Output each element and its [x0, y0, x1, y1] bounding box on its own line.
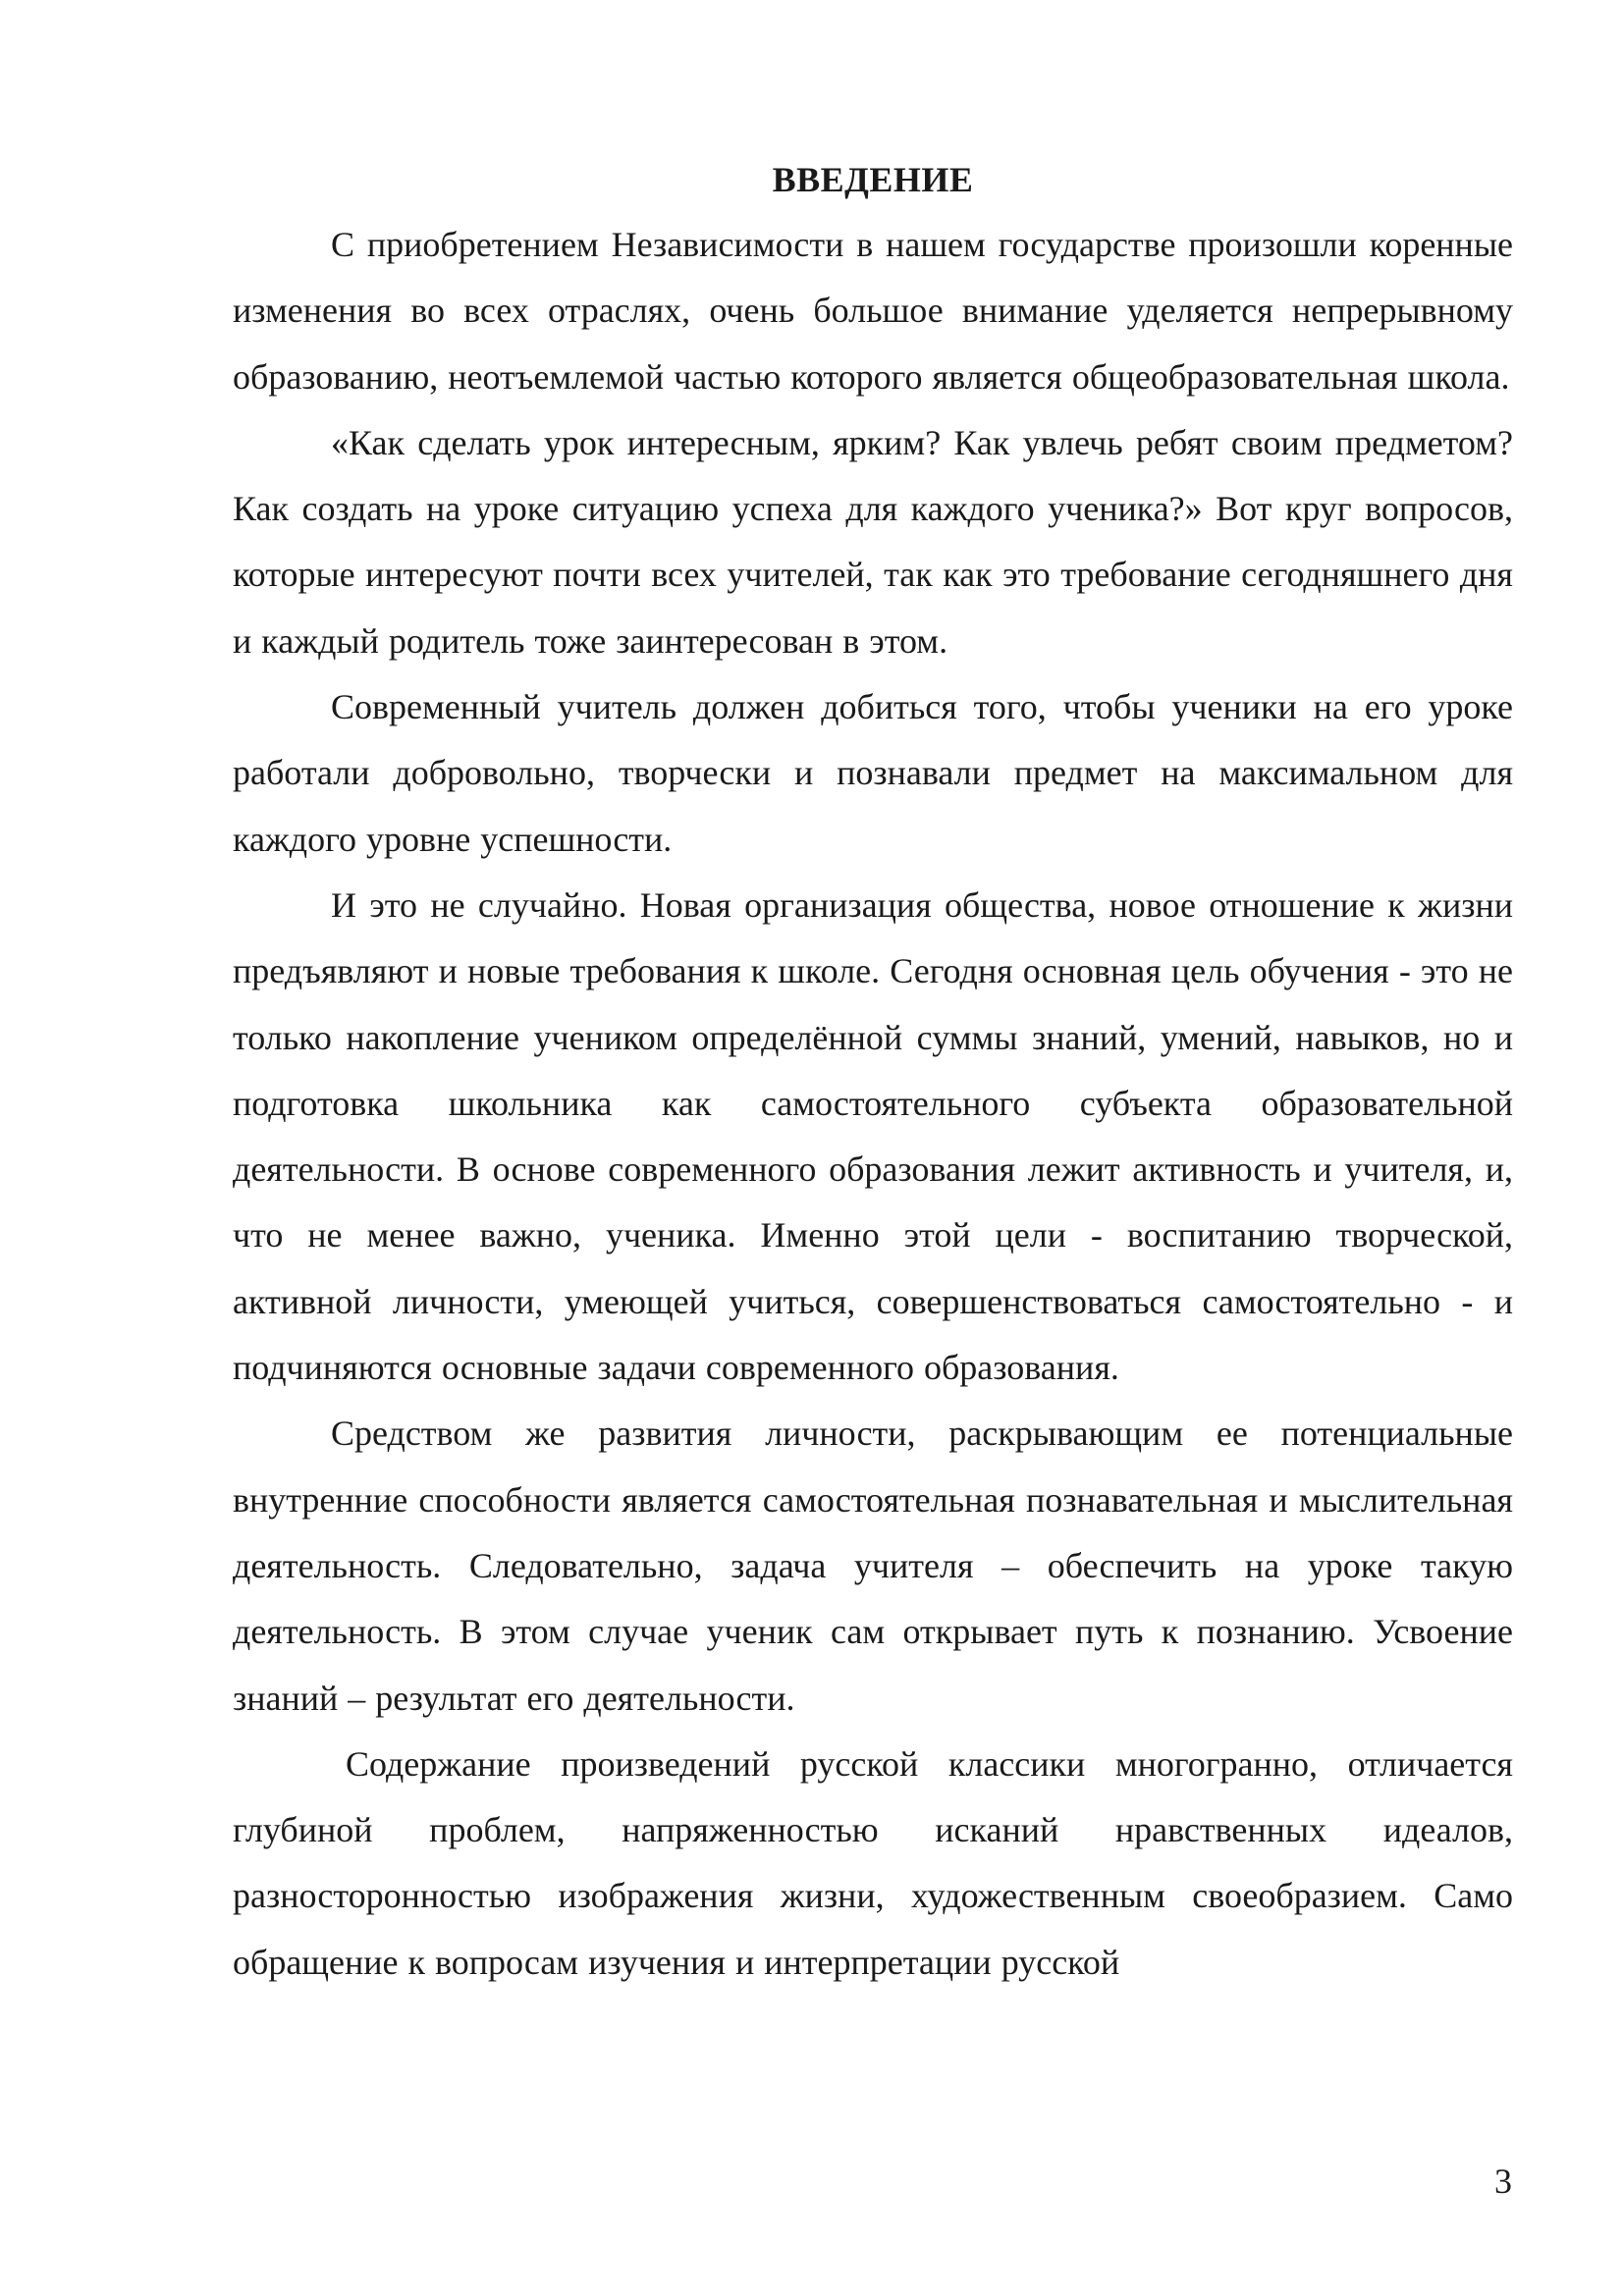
section-title: ВВЕДЕНИЕ: [772, 160, 974, 199]
page-number: 3: [1494, 2162, 1512, 2201]
paragraph-independence: С приобретением Независимости в нашем государстве произошли коренные изменения во всех отраслях, очень большое внимание уделяется непрерывному образованию, неотъемлемой частью которого является общеобразовательная школа.: [233, 225, 1513, 397]
paragraph-modern-teacher: Современный учитель должен добиться того, чтобы ученики на его уроке работали добровольно, творчески и познавали предмет на максимальном для каждого уровне успешности.: [233, 687, 1513, 859]
paragraph-personal-development: Средством же развития личности, раскрывающим ее потенциальные внутренние способности является самостоятельная познавательная и мыслительная деятельность. Следовательно, задача учителя – обеспечить на уроке такую деятельность. В этом случае ученик сам открывает путь к познанию. Усвоение знаний – результат его деятельности.: [233, 1414, 1513, 1718]
page-content: [233, 147, 1513, 1996]
paragraph-russian-classics: Содержание произведений русской классики многогранно, отличается глубиной проблем, напряженностью исканий нравственных идеалов, разносторонностью изображения жизни, художественным своеобразием. Само обращение к вопросам изучения и интерпретации русской: [233, 1743, 1513, 1982]
paragraph-interesting-lesson: «Как сделать урок интересным, ярким? Как увлечь ребят своим предметом? Как создать на уроке ситуацию успеха для каждого ученика?» Вот круг вопросов, которые интересуют почти всех учителей, так как это требование сегодняшнего дня и каждый родитель тоже заинтересован в этом.: [233, 422, 1513, 661]
paragraph-new-requirements: И это не случайно. Новая организация общества, новое отношение к жизни предъявляют и новые требования к школе. Сегодня основная цель обучения - это не только накопление учеником определённой суммы знаний, умений, навыков, но и подготовка школьника как самостоятельного субъекта образовательной деятельности. В основе современного образования лежит активность и учителя, и, что не менее важно, ученика. Именно этой цели - воспитанию творческой, активной личности, умеющей учиться, совершенствоваться самостоятельно - и подчиняются основные задачи современного образования.: [233, 884, 1513, 1388]
